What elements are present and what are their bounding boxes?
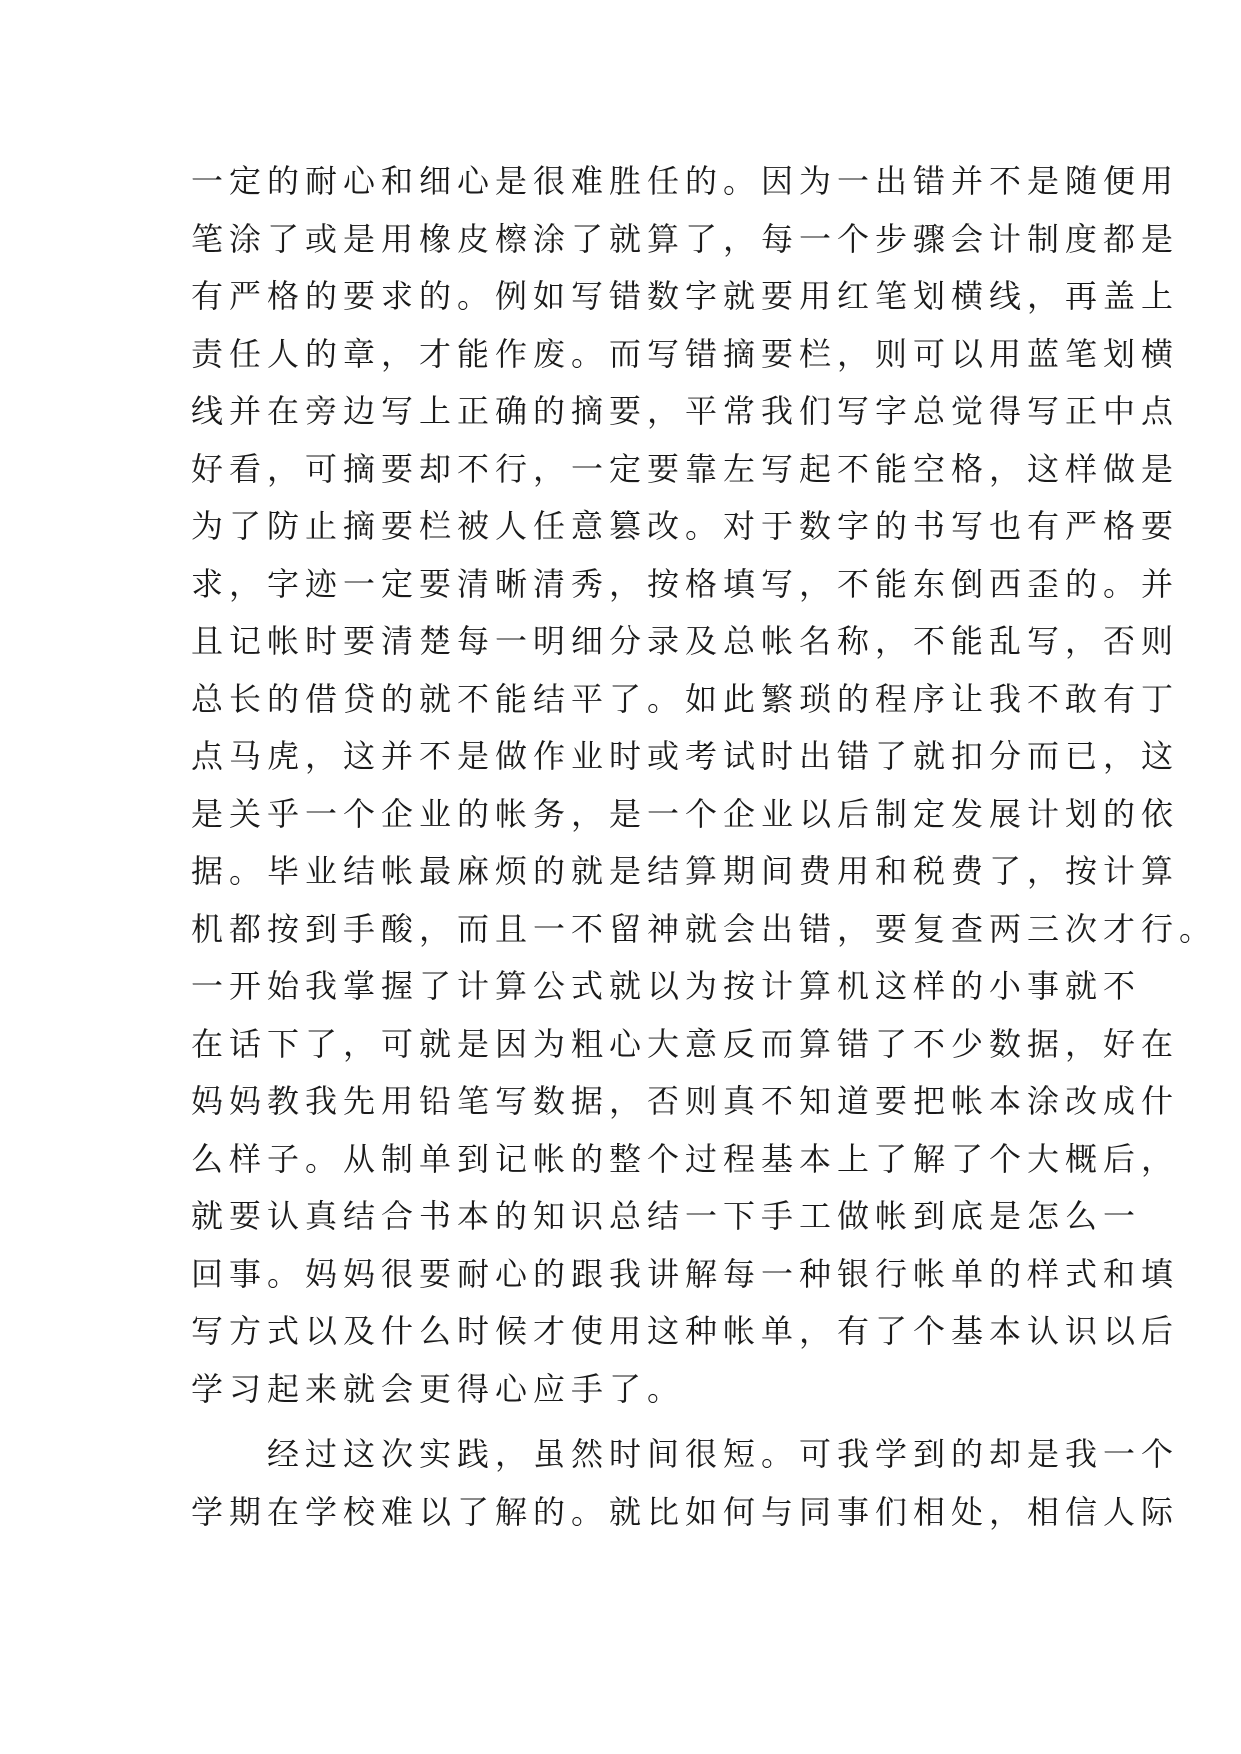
paragraph-gap [191,1418,1057,1426]
text-line: 回事。妈妈很要耐心的跟我讲解每一种银行帐单的样式和填 [191,1254,1180,1293]
text-line: 点马虎，这并不是做作业时或考试时出错了就扣分而已，这 [191,737,1180,775]
text-line: 为了防止摘要栏被人任意篡改。对于数字的书写也有严格要 [191,507,1180,545]
text-line: 一定的耐心和细心是很难胜任的。因为一出错并不是随便用 [191,162,1180,200]
text-line: 线并在旁边写上正确的摘要，平常我们写字总觉得写正中点 [191,392,1180,430]
text-line: 么样子。从制单到记帐的整个过程基本上了解了个大概后， [191,1139,1180,1178]
text-line: 在话下了，可就是因为粗心大意反而算错了不少数据，好在 [191,1024,1180,1063]
text-line: 且记帐时要清楚每一明细分录及总帐名称，不能乱写，否则 [191,622,1180,660]
text-line: 学习起来就会更得心应手了。 [191,1369,686,1408]
text-line: 机都按到手酸，而且一不留神就会出错，要复查两三次才行。 [191,909,1218,948]
text-line: 学期在学校难以了解的。就比如何与同事们相处，相信人际 [191,1492,1180,1531]
text-line: 一开始我掌握了计算公式就以为按计算机这样的小事就不 [191,967,1142,1005]
text-line: 是关乎一个企业的帐务，是一个企业以后制定发展计划的依 [191,794,1180,833]
text-line: 有严格的要求的。例如写错数字就要用红笔划横线，再盖上 [191,277,1180,315]
text-line: 就要认真结合书本的知识总结一下手工做帐到底是怎么一 [191,1197,1142,1235]
text-line: 妈妈教我先用铅笔写数据，否则真不知道要把帐本涂改成什 [191,1082,1180,1120]
paragraph [191,153,1218,1418]
text-line: 好看，可摘要却不行，一定要靠左写起不能空格，这样做是 [191,449,1180,488]
text-line: 笔涂了或是用橡皮檫涂了就算了，每一个步骤会计制度都是 [191,219,1180,258]
text-line: 写方式以及什么时候才使用这种帐单，有了个基本认识以后 [191,1312,1180,1350]
text-line: 据。毕业结帐最麻烦的就是结算期间费用和税费了，按计算 [191,852,1180,890]
text-line: 经过这次实践，虽然时间很短。可我学到的却是我一个 [191,1435,1180,1473]
text-line: 总长的借贷的就不能结平了。如此繁琐的程序让我不敢有丁 [191,679,1180,718]
text-line: 求，字迹一定要清晰清秀，按格填写，不能东倒西歪的。并 [191,564,1180,603]
body-text [191,153,1218,1541]
paragraph [191,1426,1180,1541]
text-line: 责任人的章，才能作废。而写错摘要栏，则可以用蓝笔划横 [191,334,1180,373]
